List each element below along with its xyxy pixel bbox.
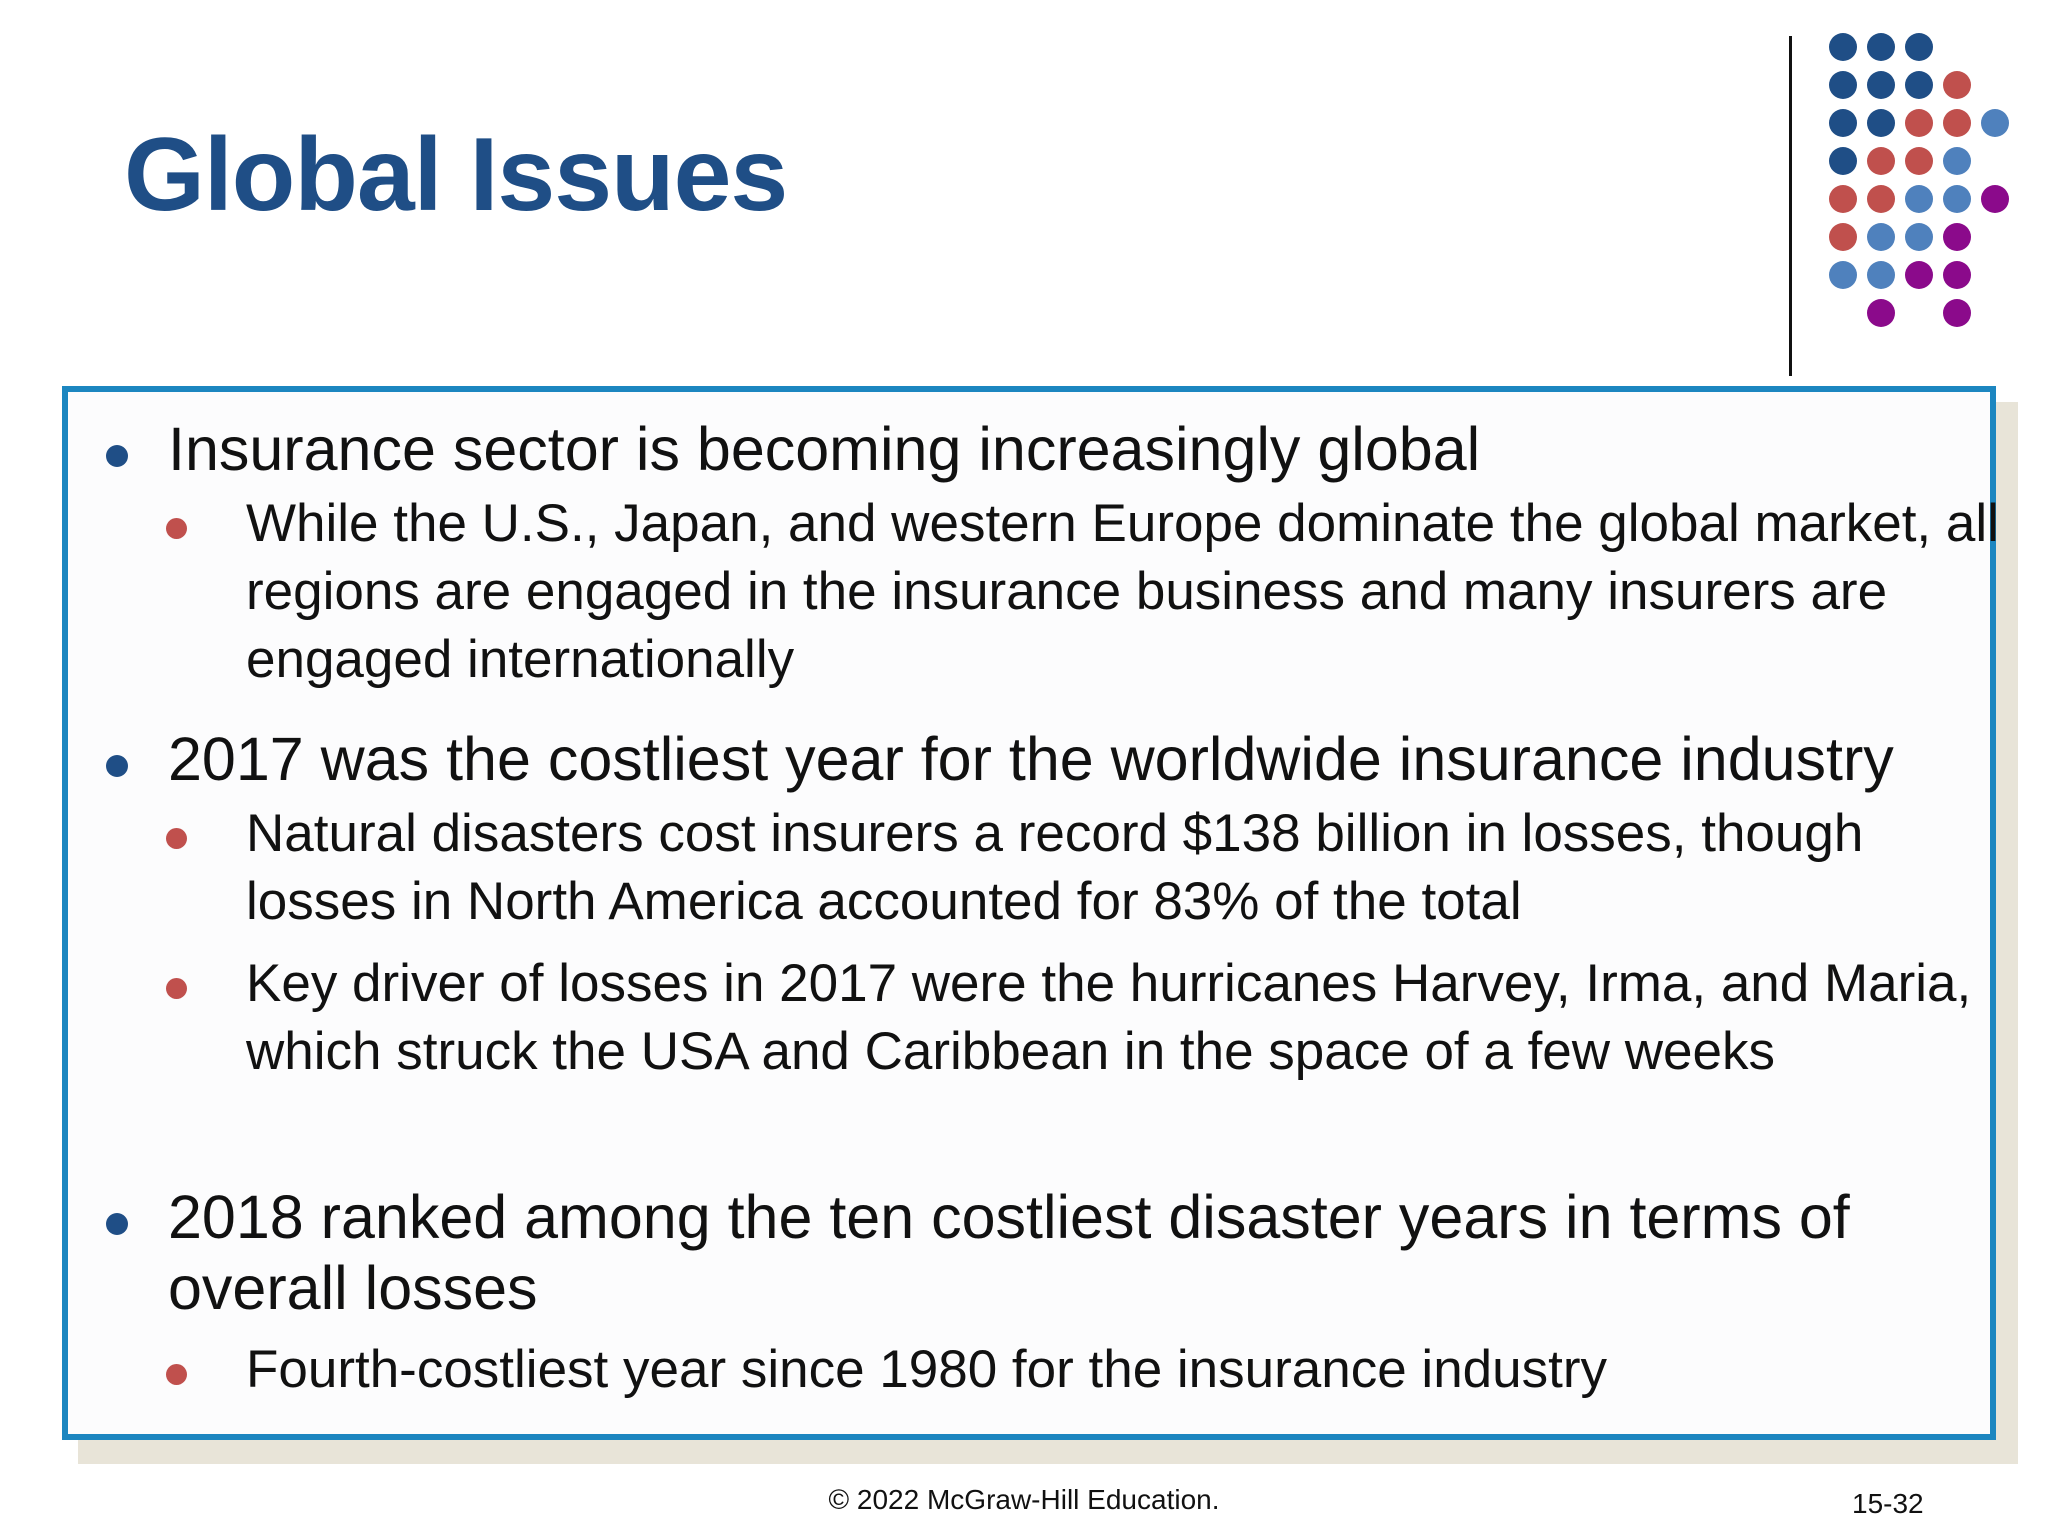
bullet-dot-icon [106,1213,128,1235]
decor-dot [1867,71,1895,99]
decor-dot [1867,261,1895,289]
sub-bullet-dot-icon [166,1364,187,1385]
content-box [62,386,1999,1440]
decor-dot [1905,109,1933,137]
bullet-dot-icon [106,445,128,467]
decor-dot [1905,185,1933,213]
sub-bullet-dot-icon [166,518,187,539]
decor-dot [1867,33,1895,61]
decor-dot [1943,299,1971,327]
sub-bullet-text: While the U.S., Japan, and western Europe dominate the global market, all regions are engaged in the insurance business and many insurers are engaged internationally [246,494,1999,689]
sub-bullet-text: Fourth-costliest year since 1980 for the insurance industry [246,1340,1607,1399]
bullet-dot-icon [106,755,128,777]
decor-dot [1905,71,1933,99]
decor-dot [1943,147,1971,175]
decor-dot [1905,261,1933,289]
decor-dot [1829,185,1857,213]
decor-dot [1905,147,1933,175]
page-number: 15-32 [1852,1488,1924,1519]
copyright-footer: © 2022 McGraw-Hill Education. [828,1484,1220,1515]
sub-bullet-text: Natural disasters cost insurers a record $138 billion in losses, though losses in North America accounted for 83% of the total [246,804,1864,931]
bullet-item [168,414,1968,485]
decor-dot [1867,299,1895,327]
bullet-item [168,1182,1968,1325]
sub-bullet-dot-icon [166,978,187,999]
decor-dot [1905,33,1933,61]
decor-dot [1943,261,1971,289]
decor-dot [1867,109,1895,137]
sub-bullet-text: Key driver of losses in 2017 were the hurricanes Harvey, Irma, and Maria, which struck the USA and Caribbean in the space of a few weeks [246,954,1972,1081]
decor-dot [1867,185,1895,213]
decor-dot [1829,33,1857,61]
bullet-text: 2018 ranked among the ten costliest disaster years in terms of overall losses [168,1183,1850,1323]
sub-bullet-item [246,800,2006,936]
decor-dot [1981,185,2009,213]
title-divider-line [1789,36,1792,376]
sub-bullet-dot-icon [166,828,187,849]
decor-dot [1981,109,2009,137]
decor-dot [1943,109,1971,137]
decor-dot [1867,147,1895,175]
sub-bullet-item [246,490,2006,693]
decor-dot [1905,223,1933,251]
decor-dot [1829,147,1857,175]
sub-bullet-item [246,950,2006,1086]
decor-dot [1943,185,1971,213]
decor-dot [1829,109,1857,137]
bullet-item [168,724,1968,795]
decor-dot [1943,71,1971,99]
decor-dot [1867,223,1895,251]
bullet-text: 2017 was the costliest year for the worldwide insurance industry [168,725,1894,793]
decor-dot [1829,223,1857,251]
decor-dot [1829,261,1857,289]
sub-bullet-item [246,1336,2006,1404]
bullet-text: Insurance sector is becoming increasingly global [168,415,1481,483]
decor-dot [1943,223,1971,251]
slide-title: Global Issues [124,117,788,233]
decor-dot [1829,71,1857,99]
